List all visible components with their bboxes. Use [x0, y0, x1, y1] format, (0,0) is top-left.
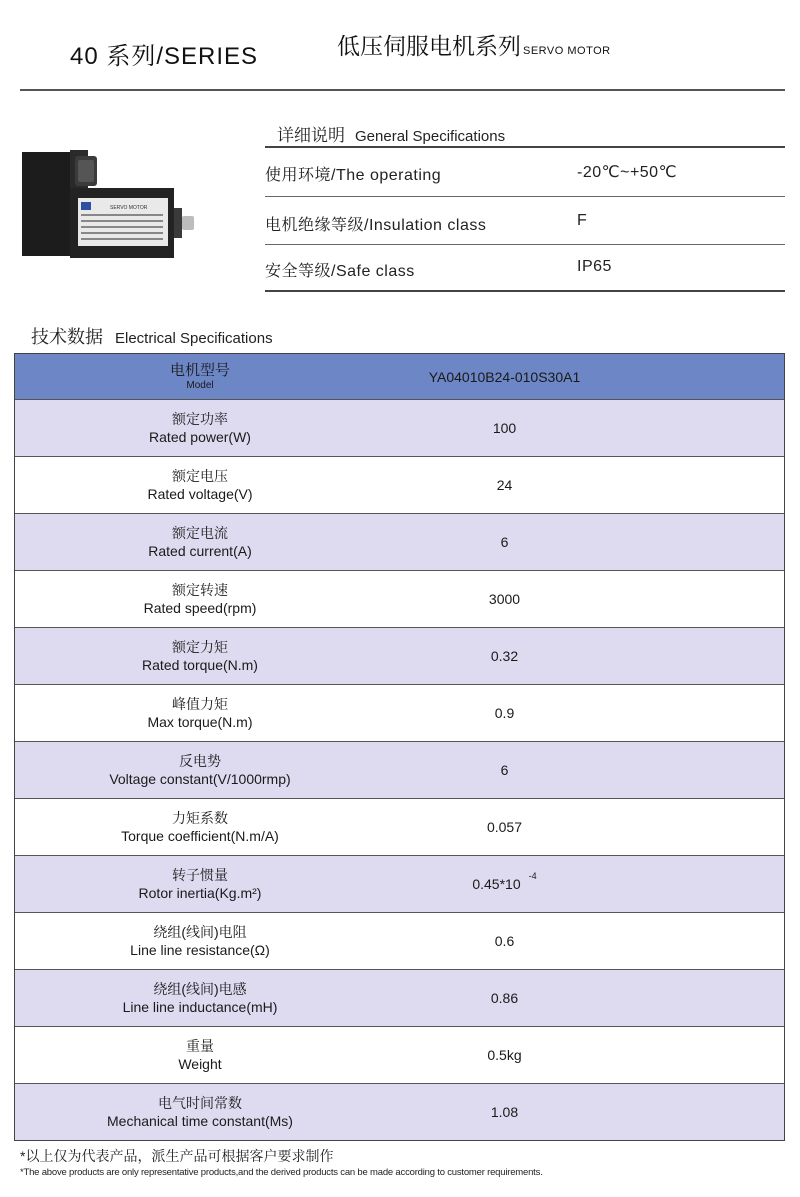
row-label-cn: 额定转速 [172, 582, 228, 598]
general-top-rule [265, 146, 785, 148]
general-heading-en: General Specifications [355, 128, 506, 145]
electrical-spec-table [14, 353, 785, 1141]
table-row [15, 855, 784, 912]
table-row [15, 684, 784, 741]
footnote-cn: *以上仅为代表产品，派生产品可根据客户要求制作 [20, 1148, 334, 1164]
table-row [15, 1026, 784, 1083]
row-label-cn: 额定电流 [172, 525, 228, 541]
row-label-en: Torque coefficient(N.m/A) [121, 828, 279, 844]
row-value-exponent: -4 [528, 871, 537, 881]
row-label-cn: 电气时间常数 [158, 1095, 242, 1111]
motor-label-text: SERVO MOTOR [110, 205, 148, 211]
table-row [15, 1083, 784, 1140]
row-label-cn: 额定力矩 [172, 639, 228, 655]
table-row [15, 969, 784, 1026]
general-heading-cn: 详细说明 [277, 126, 345, 145]
row-label-en: Rated current(A) [148, 543, 252, 559]
row-label-cn: 额定电压 [172, 468, 228, 484]
table-row [15, 456, 784, 513]
table-row [15, 570, 784, 627]
row-label-cn: 反电势 [179, 753, 221, 769]
header-label-cn: 电机型号 [169, 361, 230, 379]
row-value: 0.86 [490, 990, 519, 1006]
servo-motor-image [20, 148, 195, 260]
row-value [385, 856, 784, 912]
table-row [15, 627, 784, 684]
general-key: 电机绝缘等级/Insulation class [265, 217, 487, 234]
table-row [15, 741, 784, 798]
row-value: 6 [500, 762, 509, 778]
row-label-cn: 转子惯量 [172, 867, 228, 883]
row-label-en: Rated power(W) [149, 429, 251, 445]
row-label-cn: 力矩系数 [172, 810, 228, 826]
row-label-en: Rated torque(N.m) [142, 657, 258, 673]
electrical-heading-cn: 技术数据 [31, 327, 103, 347]
row-label-cn: 峰值力矩 [172, 696, 228, 712]
electrical-heading-en: Electrical Specifications [115, 330, 273, 347]
row-label-cn: 绕组(线间)电感 [153, 981, 247, 997]
row-value: 0.9 [494, 705, 515, 721]
general-key: 安全等级/Safe class [265, 263, 415, 280]
row-value: 0.5kg [487, 1047, 522, 1063]
general-bottom-rule [265, 290, 785, 292]
row-label-cn: 额定功率 [172, 411, 228, 427]
row-label-en: Rotor inertia(Kg.m²) [138, 885, 262, 901]
header-label-en: Model [186, 379, 214, 391]
table-row [15, 912, 784, 969]
title-en: SERVO MOTOR [523, 45, 611, 57]
general-key: 使用环境/The operating [265, 167, 442, 184]
row-label-cn: 重量 [186, 1038, 214, 1054]
general-heading [277, 121, 505, 146]
table-row [15, 513, 784, 570]
general-value: -20℃~+50℃ [577, 164, 678, 181]
row-label-en: Mechanical time constant(Ms) [107, 1113, 293, 1129]
row-label-en: Line line resistance(Ω) [130, 942, 270, 958]
row-value: 1.08 [490, 1104, 519, 1120]
general-row [265, 254, 785, 280]
series-title: 40 系列/SERIES [70, 43, 259, 70]
row-label-cn: 绕组(线间)电阻 [153, 924, 247, 940]
row-value: 100 [492, 420, 517, 436]
row-value: 0.057 [486, 819, 523, 835]
general-row-divider [265, 196, 785, 197]
header-label [15, 354, 385, 399]
row-label-en: Max torque(N.m) [147, 714, 253, 730]
row-label-en: Rated speed(rpm) [143, 600, 257, 616]
row-value: 0.32 [490, 648, 519, 664]
row-value: 6 [500, 534, 509, 550]
table-header-row [15, 354, 784, 399]
table-row [15, 798, 784, 855]
table-row [15, 399, 784, 456]
row-label-en: Line line inductance(mH) [122, 999, 278, 1015]
general-row [265, 208, 785, 234]
page-title [337, 28, 611, 61]
general-row [265, 158, 785, 184]
model-number: YA04010B24-010S30A1 [428, 368, 581, 385]
general-row-divider [265, 244, 785, 245]
row-label-en: Weight [178, 1056, 222, 1072]
header-divider [20, 89, 785, 91]
row-value: 24 [496, 477, 513, 493]
row-value-base: 0.45*10 [472, 876, 521, 892]
general-value: IP65 [577, 258, 612, 275]
row-value: 0.6 [494, 933, 515, 949]
footnote-en: *The above products are only representative products,and the derived products can be made according to customer requirements. [20, 1167, 543, 1178]
row-label-en: Voltage constant(V/1000rmp) [109, 771, 291, 787]
general-value: F [577, 212, 588, 229]
row-value: 3000 [488, 591, 521, 607]
row-label-en: Rated voltage(V) [147, 486, 253, 502]
title-cn: 低压伺服电机系列 [337, 33, 521, 59]
electrical-heading [31, 323, 273, 349]
